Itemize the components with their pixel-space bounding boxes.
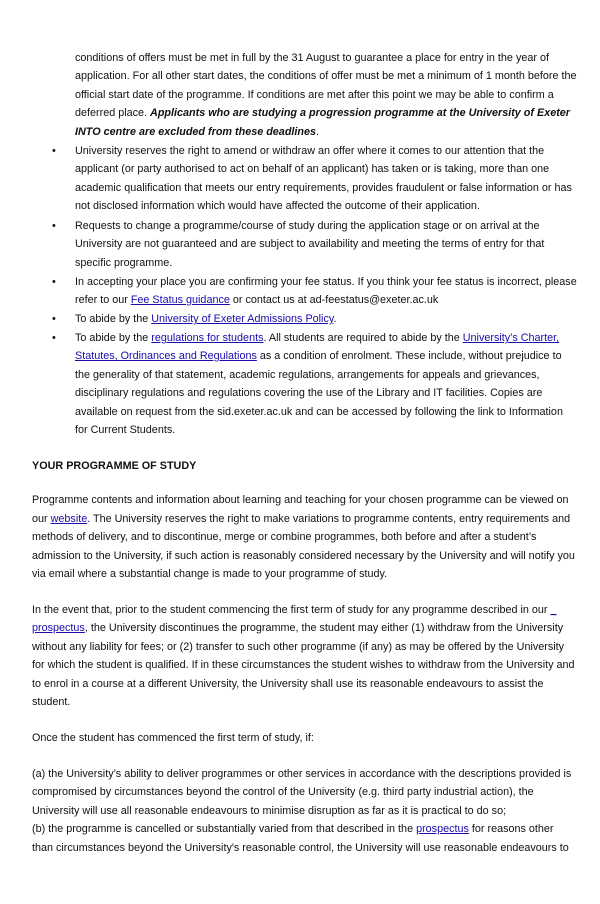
prospectus-link-marker[interactable]: _ xyxy=(550,604,557,616)
para-2-line-6: student. xyxy=(32,696,71,708)
bullet-5-line-1 xyxy=(75,329,559,348)
intro-line-4 xyxy=(75,104,570,123)
bullet-2-line-1: Requests to change a programme/course of study during the application stage or on arrival at the xyxy=(75,220,540,232)
bullet-marker: • xyxy=(52,220,56,232)
intro-line-4-bold: Applicants who are studying a progression programme at the University of Exeter xyxy=(150,107,571,119)
regulations-for-students-link[interactable]: regulations for students xyxy=(151,332,264,344)
intro-line-4-text: deferred place. xyxy=(75,107,151,119)
para-1-line-2 xyxy=(32,510,570,529)
bullet-4-line-1 xyxy=(75,310,336,329)
para-1-text-end: . The University reserves the right to make variations to programme contents, entry requirements and xyxy=(87,513,571,525)
para-1-line-1: Programme contents and information about learning and teaching for your chosen programme can be viewed on xyxy=(32,494,569,506)
bullet-2-line-2: University are not guaranteed and are subject to availability and meeting the terms of entry for that xyxy=(75,238,545,250)
bullet-4-text: To abide by the xyxy=(75,313,152,325)
bullet-5-line-6: for Current Students. xyxy=(75,424,176,436)
para-2-line-1 xyxy=(32,601,557,620)
para-4-text: (b) the programme is cancelled or substantially varied from that described in the xyxy=(32,823,417,835)
prospectus-link[interactable]: prospectus xyxy=(32,622,85,634)
bullet-3-line-2 xyxy=(75,291,438,310)
intro-line-5-end: . xyxy=(316,126,320,138)
bullet-marker: • xyxy=(52,276,56,288)
bullet-1-line-4: not disclosed information which would have affected the outcome of their application. xyxy=(75,200,480,212)
bullet-5-line-4: disciplinary regulations and regulations covering the use of the Library and IT facilities. Copies are xyxy=(75,387,543,399)
bullet-marker: • xyxy=(52,313,56,325)
para-4-line-3: University will use all reasonable endeavours to minimise disruption as far as it is practical to do so; xyxy=(32,805,507,817)
bullet-1-line-3: academic qualification that meets our entry requirements, provides fraudulent or false information or has xyxy=(75,182,572,194)
intro-line-5-bold: INTO centre are excluded from these deadlines xyxy=(75,126,317,138)
para-4-line-4 xyxy=(32,820,554,839)
fee-status-guidance-link[interactable]: Fee Status guidance xyxy=(130,294,230,306)
intro-line-3: official start date of the programme. If conditions are met after this point we may be able to confirm a xyxy=(75,89,554,101)
para-2-line-2 xyxy=(32,619,563,638)
bullet-5-line-2 xyxy=(75,347,562,366)
bullet-marker: • xyxy=(52,145,56,157)
para-1-line-3: methods of delivery, and to discontinue, merge or combine programmes, both before and after a student’s xyxy=(32,531,537,543)
bullet-1-line-1: University reserves the right to amend or withdraw an offer where it comes to our attention that the xyxy=(75,145,545,157)
bullet-3-line-1: In accepting your place you are confirming your fee status. If you think your fee status is incorrect, please xyxy=(75,276,577,288)
bullet-4-text-end: . xyxy=(333,313,337,325)
para-4-line-1: (a) the University’s ability to deliver programmes or other services in accordance with the descriptions provided is xyxy=(32,768,572,780)
section-heading: YOUR PROGRAMME OF STUDY xyxy=(32,460,197,472)
para-1-line-5: via email where a substantial change is made to your programme of study. xyxy=(32,568,388,580)
para-2-text: In the event that, prior to the student commencing the first term of study for any programme described in our xyxy=(32,604,551,616)
bullet-5-text-mid: . All students are required to abide by the xyxy=(263,332,463,344)
para-2-line-3: without any liability for fees; or (2) transfer to such other programme (if any) as may be offered by the University xyxy=(32,641,565,653)
para-2-line-4: for which the student is qualified. If in these circumstances the student wishes to withdraw from the University and xyxy=(32,659,575,671)
para-4-text-end: for reasons other xyxy=(468,823,554,835)
statutes-ordinances-link[interactable]: Statutes, Ordinances and Regulations xyxy=(75,350,257,362)
intro-line-5 xyxy=(75,123,319,142)
intro-line-2: application. For all other start dates, the conditions of offer must be met a minimum of 1 month before the xyxy=(75,70,577,82)
intro-line-1: conditions of offers must be met in full by the 31 August to guarantee a place for entry in the year of xyxy=(75,52,549,64)
para-2-text-2: , the University discontinues the programme, the student may either (1) withdraw from the University xyxy=(84,622,564,634)
website-link[interactable]: website xyxy=(50,513,88,525)
para-2-line-5: to enrol in a course at a different University, the University shall use its reasonable endeavours to assist the xyxy=(32,678,544,690)
para-3: Once the student has commenced the first term of study, if: xyxy=(32,732,314,744)
bullet-2-line-3: specific programme. xyxy=(75,257,173,269)
para-4-line-5: than circumstances beyond the University's reasonable control, the University will use reasonable endeavours to xyxy=(32,842,569,854)
para-1-line-4: admission to the University, if such action is reasonably considered necessary by the University and will notify you xyxy=(32,550,575,562)
bullet-3-text: refer to our xyxy=(75,294,131,306)
prospectus-link-2[interactable]: prospectus xyxy=(416,823,469,835)
bullet-marker: • xyxy=(52,332,56,344)
bullet-5-text-2: as a condition of enrolment. These include, without prejudice to xyxy=(256,350,562,362)
bullet-1-line-2: applicant (or party authorised to act on behalf of an applicant) has taken or is taking, more than one xyxy=(75,163,550,175)
bullet-5-text: To abide by the xyxy=(75,332,152,344)
para-1-text: our xyxy=(32,513,51,525)
bullet-3-text-end: or contact us at ad-feestatus@exeter.ac.uk xyxy=(229,294,439,306)
university-charter-link[interactable]: University’s Charter, xyxy=(462,332,560,344)
para-4-line-2: compromised by circumstances beyond the control of the University (e.g. third party industrial action), the xyxy=(32,786,534,798)
bullet-5-line-5: available on request from the sid.exeter.ac.uk and can be accessed by following the link to Information xyxy=(75,406,563,418)
bullet-5-line-3: the generality of that statement, academic regulations, arrangements for appeals and grievances, xyxy=(75,369,540,381)
admissions-policy-link[interactable]: University of Exeter Admissions Policy xyxy=(151,313,334,325)
